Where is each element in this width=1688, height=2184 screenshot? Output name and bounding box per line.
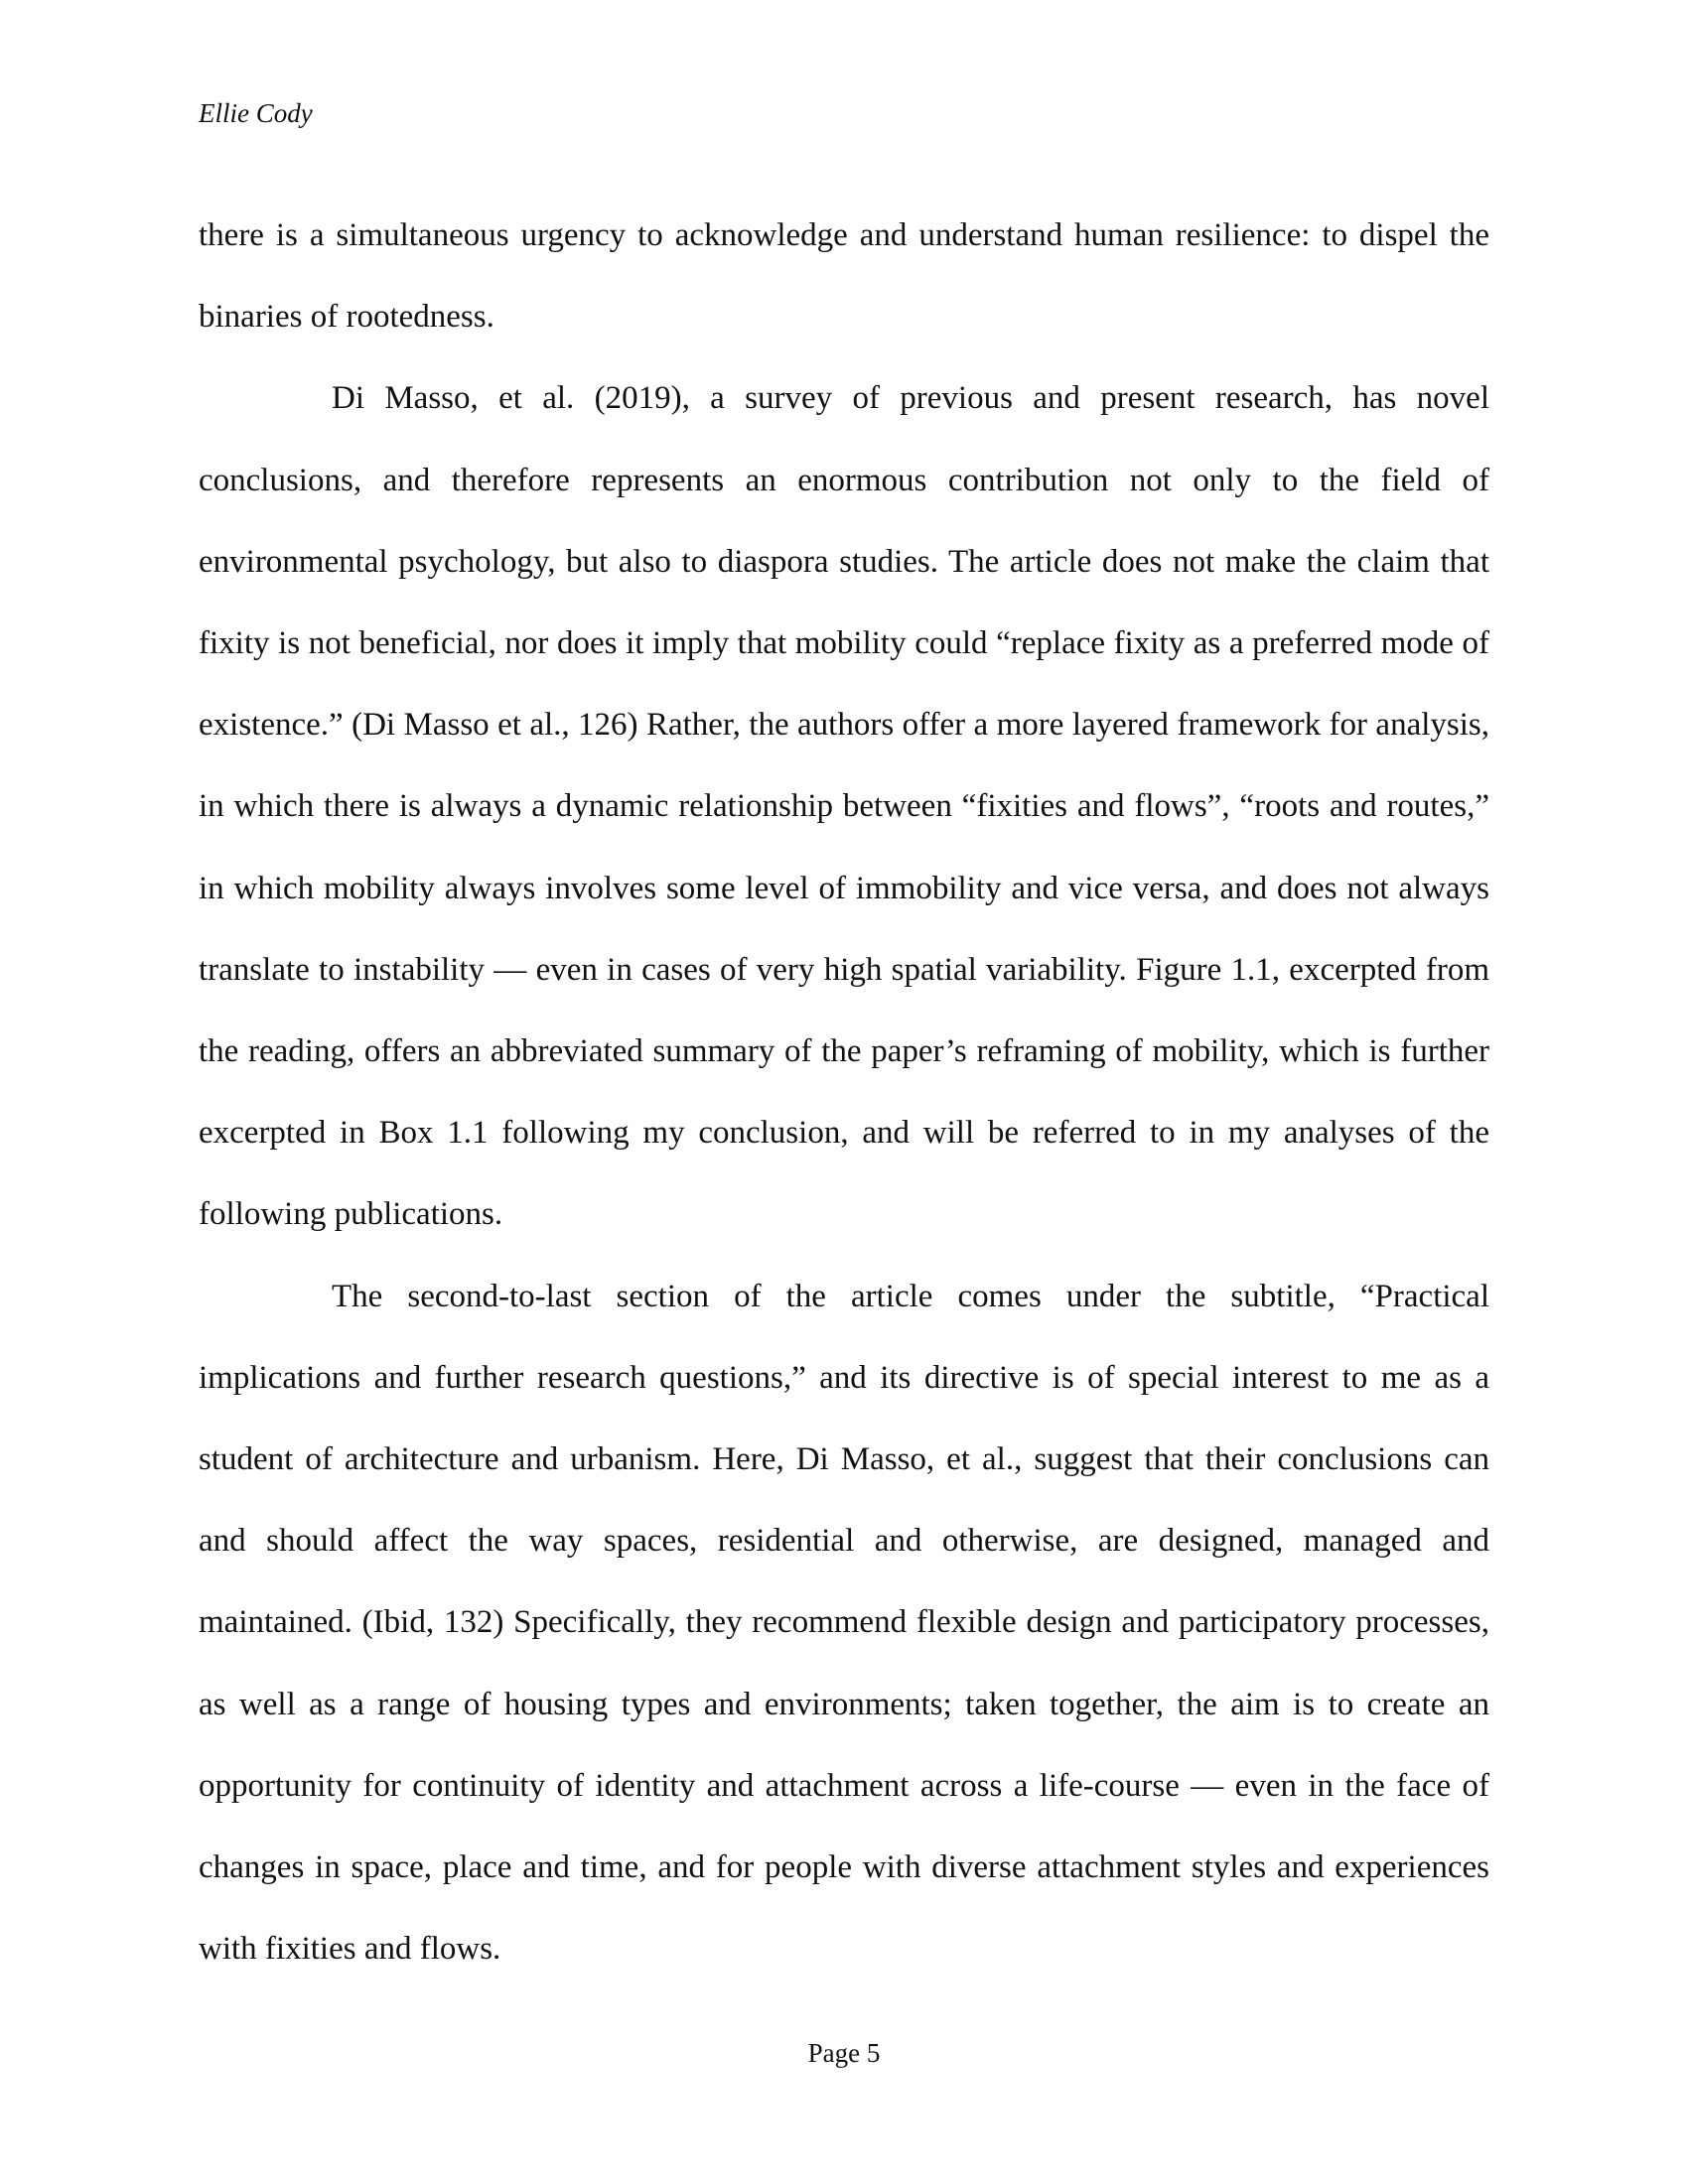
paragraph-practical-implications: The second-to-last section of the article comes under the subtitle, “Practical implications and further research questions,” and its directive is of special interest to me as a student of architecture and urbanism. Here, Di Masso, et al., suggest that their conclusions can and should affect the way spaces, residential and otherwise, are designed, managed and maintained. (Ibid, 132) Specifically, they recommend flexible design and participatory processes, as well as a range of housing types and environments; taken together, the aim is to create an opportunity for continuity of identity and attachment across a life-course — even in the face of changes in space, place and time, and for people with diverse attachment styles and experiences with fixities and flows. (199, 1278, 1489, 1968)
body-text (199, 195, 1489, 1989)
running-header-author: Ellie Cody (199, 98, 313, 128)
paragraph-continuation: there is a simultaneous urgency to acknowledge and understand human resilience: to dispel the binaries of rootedness. (199, 217, 1489, 336)
paragraph-di-masso-summary: Di Masso, et al. (2019), a survey of previous and present research, has novel conclusions, and therefore represents an enormous contribution not only to the field of environmental psychology, but also to diaspora studies. The article does not make the claim that fixity is not beneficial, nor does it imply that mobility could “replace fixity as a preferred mode of existence.” (Di Masso et al., 126) Rather, the authors offer a more layered framework for analysis, in which there is always a dynamic relationship between “fixities and flows”, “roots and routes,” in which mobility always involves some level of immobility and vice versa, and does not always translate to instability — even in cases of very high spatial variability. Figure 1.1, excerpted from the reading, offers an abbreviated summary of the paper’s reframing of mobility, which is further excerpted in Box 1.1 following my conclusion, and will be referred to in my analyses of the following publications. (199, 380, 1489, 1233)
page-number: Page 5 (807, 2038, 881, 2068)
